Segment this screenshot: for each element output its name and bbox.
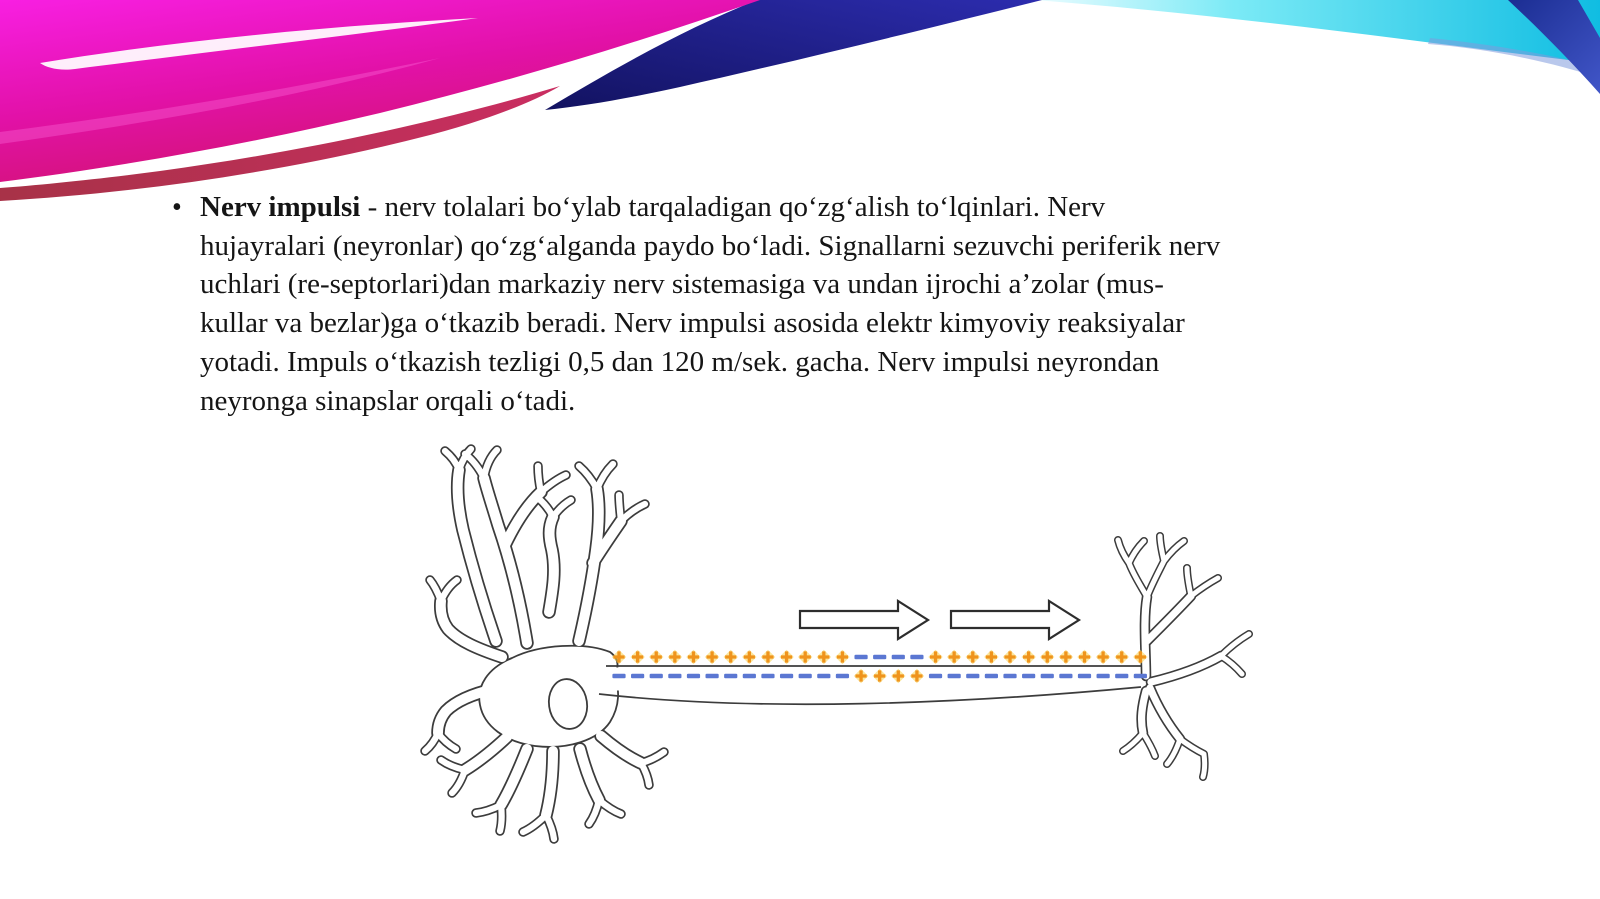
term-bold: Nerv impulsi: [200, 191, 361, 223]
plus-charge-icon: [762, 651, 773, 662]
minus-charge-icon: [687, 674, 700, 679]
direction-arrow: [800, 601, 928, 639]
impulse-direction-arrows: [800, 601, 1079, 639]
minus-charge-icon: [1022, 674, 1035, 679]
axon-bottom-line: [599, 687, 1141, 704]
plus-charge-icon: [930, 651, 941, 662]
plus-charge-icon: [986, 651, 997, 662]
minus-charge-icon: [873, 655, 886, 660]
minus-charge-icon: [948, 674, 961, 679]
minus-charge-icon: [780, 674, 793, 679]
plus-charge-icon: [855, 670, 866, 681]
plus-charge-icon: [893, 670, 904, 681]
minus-charge-icon: [743, 674, 756, 679]
plus-charge-icon: [1023, 651, 1034, 662]
minus-charge-icon: [1115, 674, 1128, 679]
minus-charge-icon: [817, 674, 830, 679]
plus-charge-icon: [1042, 651, 1053, 662]
minus-charge-icon: [1134, 674, 1147, 679]
minus-charge-icon: [854, 655, 867, 660]
minus-charge-icon: [1003, 674, 1016, 679]
minus-charge-icon: [929, 674, 942, 679]
paragraph-line-6: neyronga sinapslar orqali o‘tadi.: [200, 384, 576, 417]
minus-charge-icon: [650, 674, 663, 679]
plus-charge-icon: [1004, 651, 1015, 662]
minus-charge-icon: [985, 674, 998, 679]
minus-charge-icon: [1041, 674, 1054, 679]
minus-charge-icon: [706, 674, 719, 679]
plus-charge-icon: [949, 651, 960, 662]
plus-charge-icon: [707, 651, 718, 662]
plus-charge-icon: [874, 670, 885, 681]
minus-charge-icon: [668, 674, 681, 679]
plus-charge-icon: [688, 651, 699, 662]
plus-charge-icon: [800, 651, 811, 662]
plus-charge-icon: [967, 651, 978, 662]
minus-charge-icon: [724, 674, 737, 679]
minus-charge-icon: [892, 655, 905, 660]
plus-charge-icon: [669, 651, 680, 662]
charge-row-top: [612, 650, 1148, 664]
paragraph-line-1: Nerv impulsi - nerv tolalari bo‘ylab tarqaladigan qo‘zg‘alish to‘lqinlari. Nerv: [200, 191, 1106, 223]
minus-charge-icon: [761, 674, 774, 679]
plus-charge-icon: [781, 651, 792, 662]
minus-charge-icon: [1097, 674, 1110, 679]
plus-charge-icon: [725, 651, 736, 662]
minus-charge-icon: [1059, 674, 1072, 679]
plus-charge-icon: [1116, 651, 1127, 662]
plus-charge-icon: [651, 651, 662, 662]
charge-row-bottom: [612, 669, 1147, 683]
paragraph-line-5: yotadi. Impuls o‘tkazish tezligi 0,5 dan 120 m/sek. gacha. Nerv impulsi neyrondan: [200, 345, 1160, 378]
plus-charge-icon: [818, 651, 829, 662]
minus-charge-icon: [836, 674, 849, 679]
neuron-branch-fills: [425, 449, 1249, 839]
plus-charge-icon: [911, 670, 922, 681]
plus-charge-icon: [1098, 651, 1109, 662]
minus-charge-icon: [631, 674, 644, 679]
bullet-marker: •: [172, 192, 182, 223]
plus-charge-icon: [744, 651, 755, 662]
paragraph-line-3: uchlari (re-septorlari)dan markaziy nerv sistemasiga va undan ijrochi a’zolar (mus-: [200, 268, 1164, 301]
plus-charge-icon: [1079, 651, 1090, 662]
minus-charge-icon: [612, 674, 625, 679]
plus-charge-icon: [632, 651, 643, 662]
paragraph-line-4: kullar va bezlar)ga o‘tkazib beradi. Nerv impulsi asosida elektr kimyoviy reaksiyalar: [200, 307, 1185, 340]
paragraph-line-2: hujayralari (neyronlar) qo‘zg‘alganda paydo bo‘ladi. Signallarni sezuvchi periferik nerv: [200, 229, 1221, 262]
direction-arrow: [951, 601, 1079, 639]
plus-charge-icon: [1060, 651, 1071, 662]
plus-charge-icon: [837, 651, 848, 662]
minus-charge-icon: [910, 655, 923, 660]
minus-charge-icon: [966, 674, 979, 679]
minus-charge-icon: [799, 674, 812, 679]
minus-charge-icon: [1078, 674, 1091, 679]
